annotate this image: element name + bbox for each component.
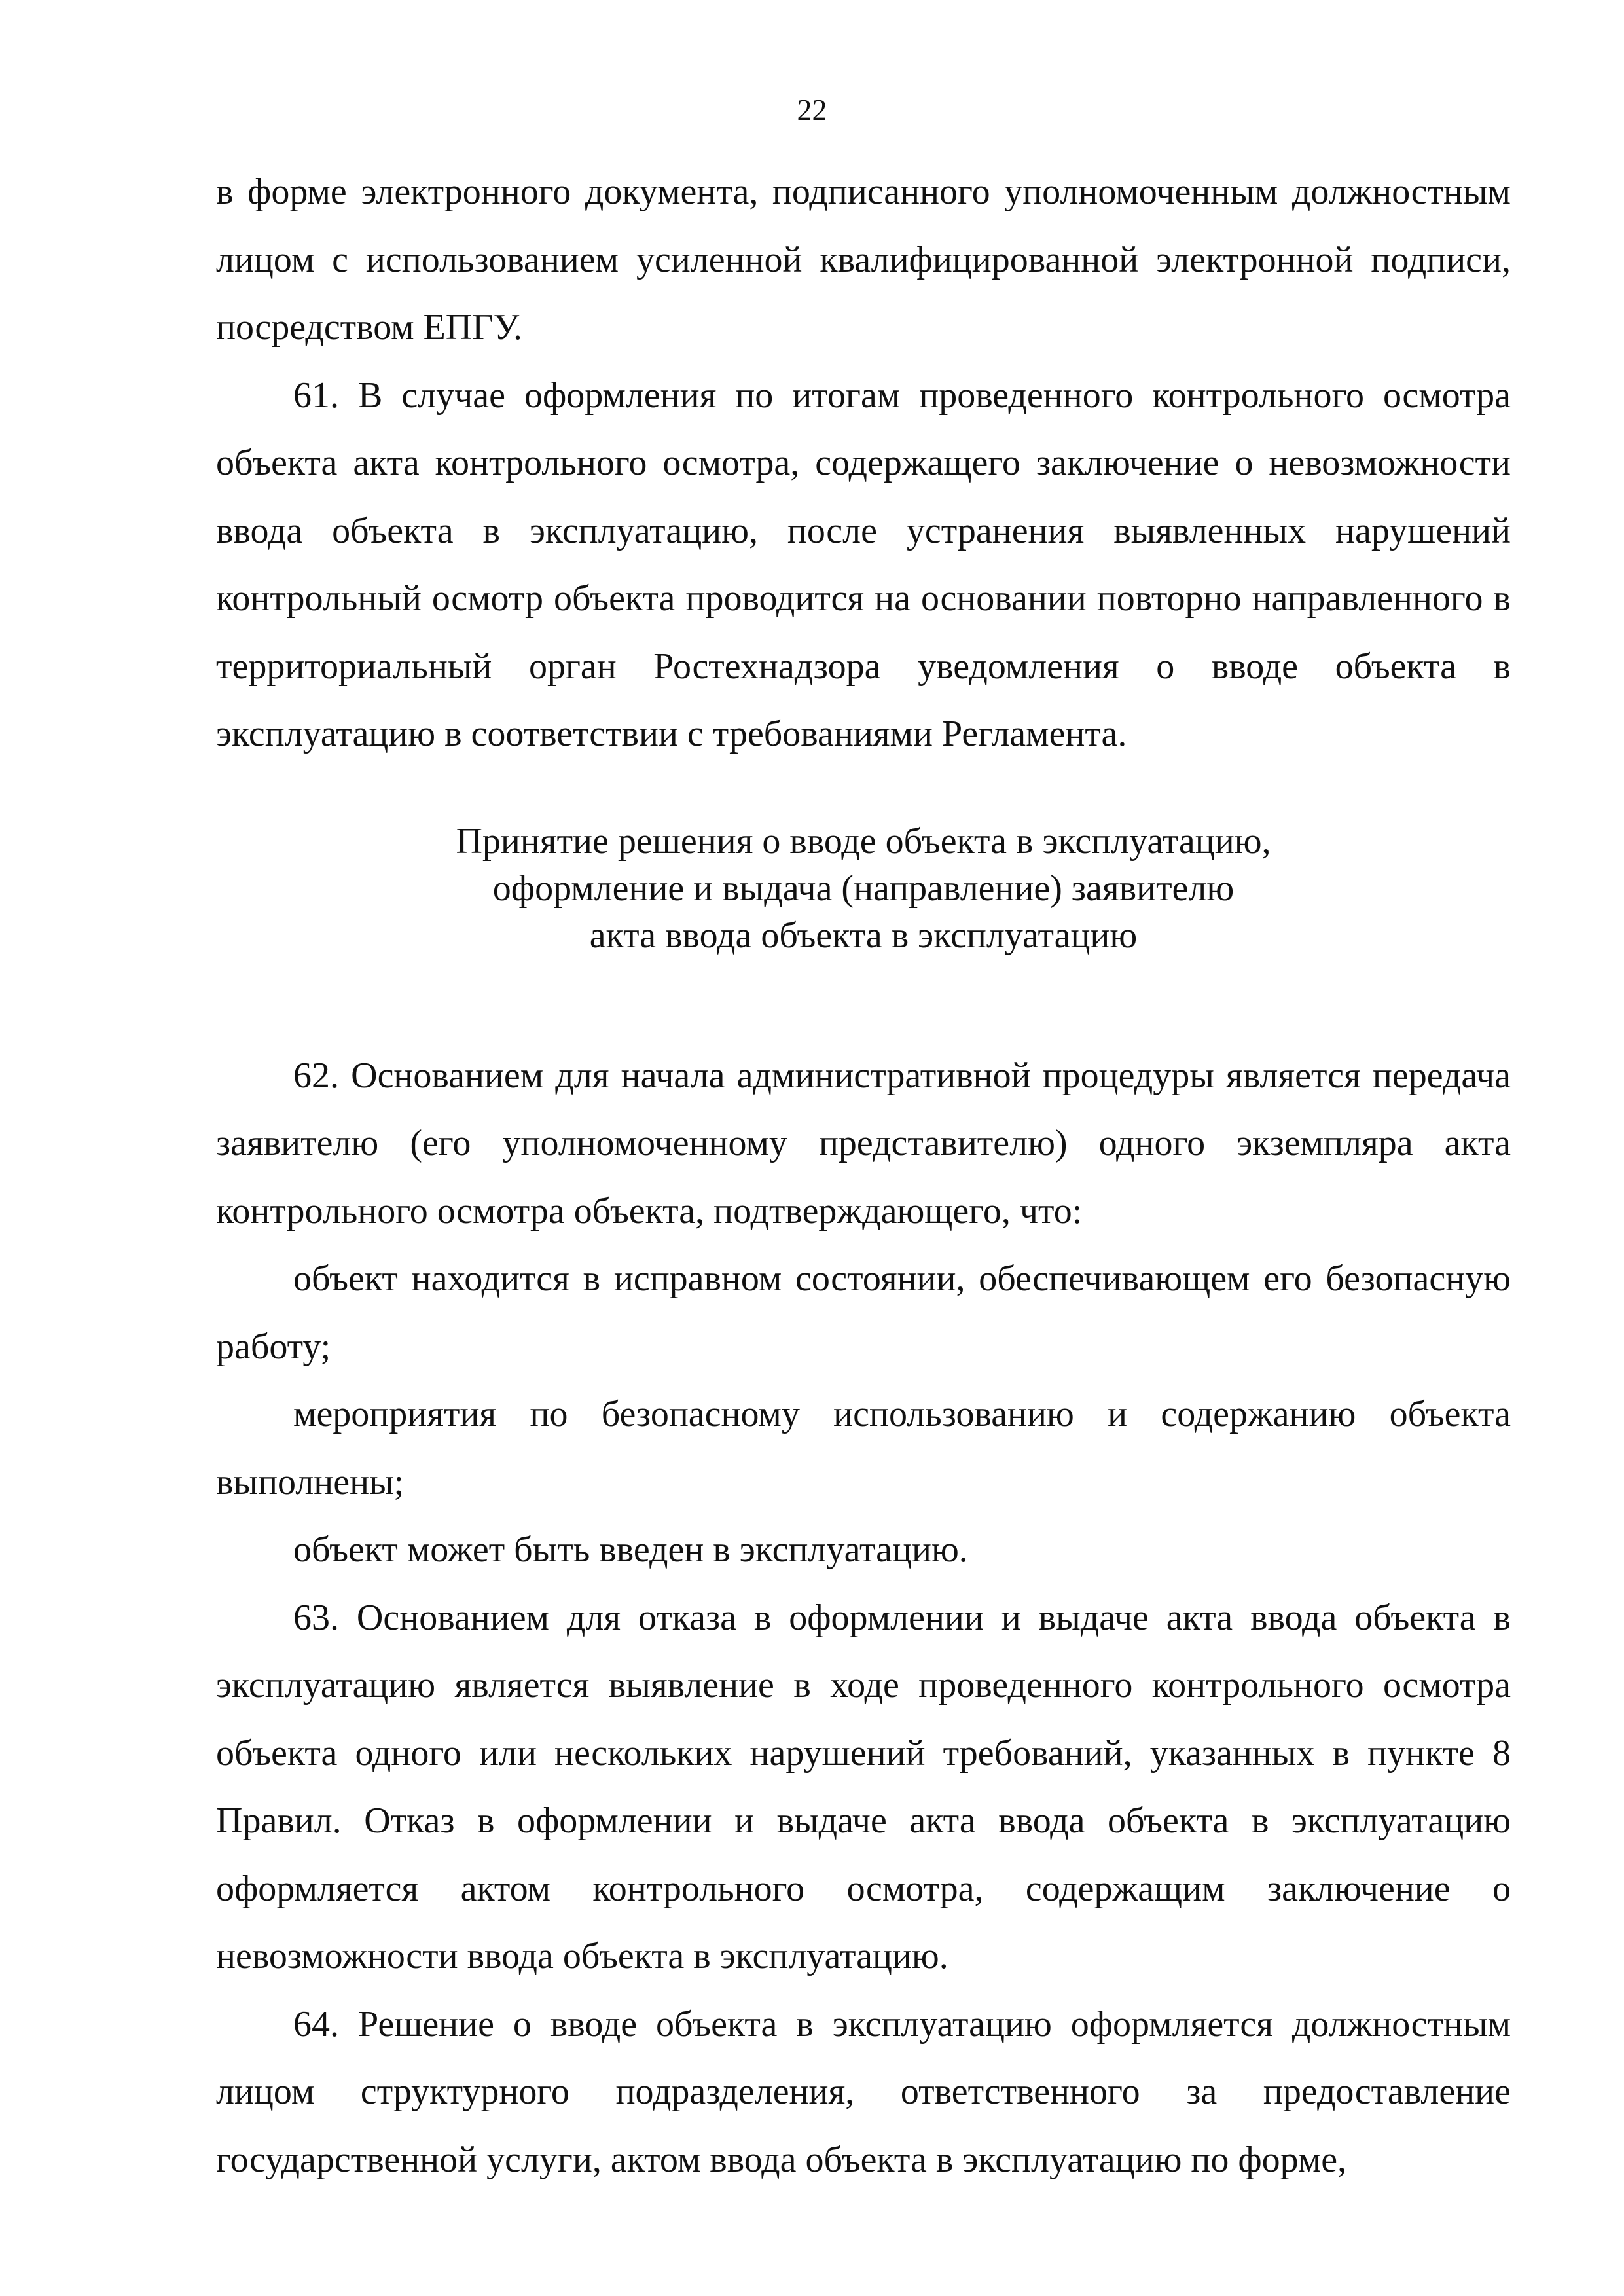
heading-line: оформление и выдача (направление) заявителю: [492, 867, 1235, 909]
paragraph-continuation: в форме электронного документа, подписанного уполномоченным должностным лицом с использованием усиленной квалифицированной электронной подписи, посредством ЕПГУ.: [216, 172, 1511, 348]
paragraph-61: 61. В случае оформления по итогам проведенного контрольного осмотра объекта акта контрольного осмотра, содержащего заключение о невозможности ввода объекта в эксплуатацию, после устранения выявленных нарушений контрольный осмотр объекта проводится на основании повторно направленного в территориальный орган Ростехнадзора уведомления о вводе объекта в эксплуатацию в соответствии с требованиями Регламента.: [216, 374, 1511, 754]
heading-line: Принятие решения о вводе объекта в эксплуатацию,: [456, 820, 1271, 862]
paragraph-62: 62. Основанием для начала административной процедуры является передача заявителю (его уполномоченному представителю) одного экземпляра акта контрольного осмотра объекта, подтверждающего, что:: [216, 1055, 1511, 1231]
list-item: мероприятия по безопасному использованию и содержанию объекта выполнены;: [216, 1394, 1511, 1503]
paragraph-63: 63. Основанием для отказа в оформлении и выдаче акта ввода объекта в эксплуатацию является выявление в ходе проведенного контрольного осмотра объекта одного или нескольких нарушений требований, указанных в пункте 8 Правил. Отказ в оформлении и выдаче акта ввода объекта в эксплуатацию оформляется актом контрольного осмотра, содержащим заключение о невозможности ввода объекта в эксплуатацию.: [216, 1597, 1511, 1977]
list-item: объект находится в исправном состоянии, обеспечивающем его безопасную работу;: [216, 1258, 1511, 1367]
page-number: 22: [797, 93, 827, 126]
document-body: [216, 158, 1511, 2194]
list-item: объект может быть введен в эксплуатацию.: [293, 1529, 968, 1570]
heading-line: акта ввода объекта в эксплуатацию: [589, 915, 1138, 956]
paragraph-64: 64. Решение о вводе объекта в эксплуатацию оформляется должностным лицом структурного подразделения, ответственного за предоставление государственной услуги, актом ввода объекта в эксплуатацию по форме,: [216, 2003, 1511, 2180]
section-heading: [216, 818, 1511, 959]
